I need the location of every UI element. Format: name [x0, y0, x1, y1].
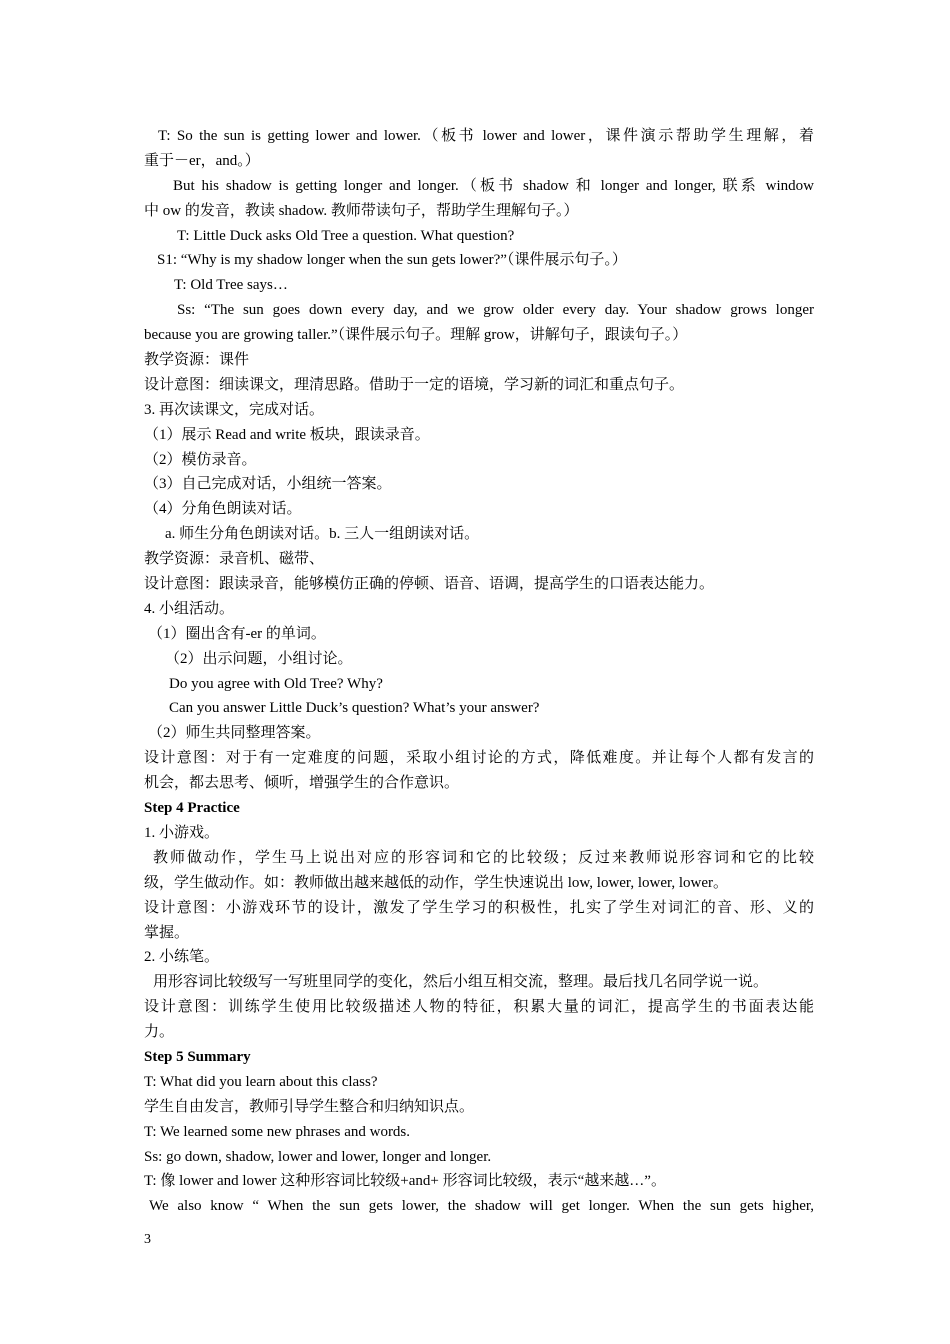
text-line: Can you answer Little Duck’s question? What’s your answer? [169, 700, 540, 717]
text-line: 1. 小游戏。 [144, 824, 220, 841]
text-line: 重于－er，and。） [144, 152, 260, 169]
page-number: 3 [144, 1232, 151, 1247]
text-line: T: We learned some new phrases and words. [144, 1123, 411, 1140]
text-line: 教学资源：录音机、磁带、 [144, 551, 325, 568]
text-line: Do you agree with Old Tree? Why? [169, 675, 383, 692]
text-line: （1）圈出含有-er 的单词。 [148, 625, 326, 642]
text-line: 设计意图：训练学生使用比较级描述人物的特征，积累大量的词汇，提高学生的书面表达能 [144, 999, 814, 1016]
text-line: （3）自己完成对话，小组统一答案。 [144, 476, 392, 493]
text-line: （4）分角色朗读对话。 [144, 501, 302, 518]
text-line: 掌握。 [144, 924, 190, 941]
text-line: （2）师生共同整理答案。 [148, 725, 321, 742]
page-content [144, 124, 814, 1219]
text-line: T: Little Duck asks Old Tree a question. What question? [177, 227, 515, 244]
text-line: 设计意图：小游戏环节的设计，激发了学生学习的积极性，扎实了学生对词汇的音、形、义的 [144, 899, 814, 916]
text-line: 设计意图：对于有一定难度的问题，采取小组讨论的方式，降低难度。并让每个人都有发言的 [144, 750, 814, 767]
text-line: 设计意图：细读课文，理清思路。借助于一定的语境，学习新的词汇和重点句子。 [144, 376, 685, 393]
text-line: Ss: go down, shadow, lower and lower, longer and longer. [144, 1148, 492, 1165]
text-line: T: Old Tree says… [174, 277, 288, 294]
text-line: 教学资源：课件 [144, 352, 250, 369]
text-line: T: 像 lower and lower 这种形容词比较级+and+ 形容词比较级，表示“越来越…”。 [144, 1173, 666, 1190]
text-line: 中 ow 的发音，教读 shadow. 教师带读句子，帮助学生理解句子。） [144, 202, 579, 219]
text-line: 学生自由发言，教师引导学生整合和归纳知识点。 [144, 1098, 475, 1115]
text-line: （1）展示 Read and write 板块，跟读录音。 [144, 426, 430, 443]
text-line: 用形容词比较级写一写班里同学的变化，然后小组互相交流，整理。最后找几名同学说一说。 [153, 974, 769, 991]
section-heading: Step 4 Practice [144, 800, 240, 817]
text-line: （2）出示问题，小组讨论。 [165, 650, 353, 667]
text-line: 3. 再次读课文，完成对话。 [144, 401, 325, 418]
text-line: 机会，都去思考、倾听，增强学生的合作意识。 [144, 775, 460, 792]
text-line: 教师做动作，学生马上说出对应的形容词和它的比较级；反过来教师说形容词和它的比较 [153, 849, 814, 866]
text-line: 设计意图：跟读录音，能够模仿正确的停顿、语音、语调，提高学生的口语表达能力。 [144, 576, 715, 593]
section-heading: Step 5 Summary [144, 1048, 251, 1065]
text-line: 级，学生做动作。如：教师做出越来越低的动作，学生快速说出 low, lower, lower, lower。 [144, 874, 729, 891]
text-line: 力。 [144, 1024, 175, 1041]
text-line: 4. 小组活动。 [144, 600, 235, 617]
text-line: But his shadow is getting longer and longer.（板书 shadow 和 longer and longer, 联系 window [173, 177, 814, 194]
text-line: （2）模仿录音。 [144, 451, 257, 468]
text-line: T: What did you learn about this class? [144, 1073, 378, 1090]
text-line: S1: “Why is my shadow longer when the sun gets lower?”（课件展示句子。） [157, 252, 627, 269]
text-line: a. 师生分角色朗读对话。b. 三人一组朗读对话。 [165, 526, 480, 543]
text-line: T: So the sun is getting lower and lower.（板书 lower and lower，课件演示帮助学生理解，着 [158, 128, 814, 144]
text-line: Ss: “The sun goes down every day, and we grow older every day. Your shadow grows longer [177, 302, 814, 319]
text-line: We also know “ When the sun gets lower, the shadow will get longer. When the sun gets higher, [149, 1198, 814, 1215]
text-line: 2. 小练笔。 [144, 949, 220, 966]
text-line: because you are growing taller.”（课件展示句子。理解 grow，讲解句子，跟读句子。） [144, 327, 688, 344]
